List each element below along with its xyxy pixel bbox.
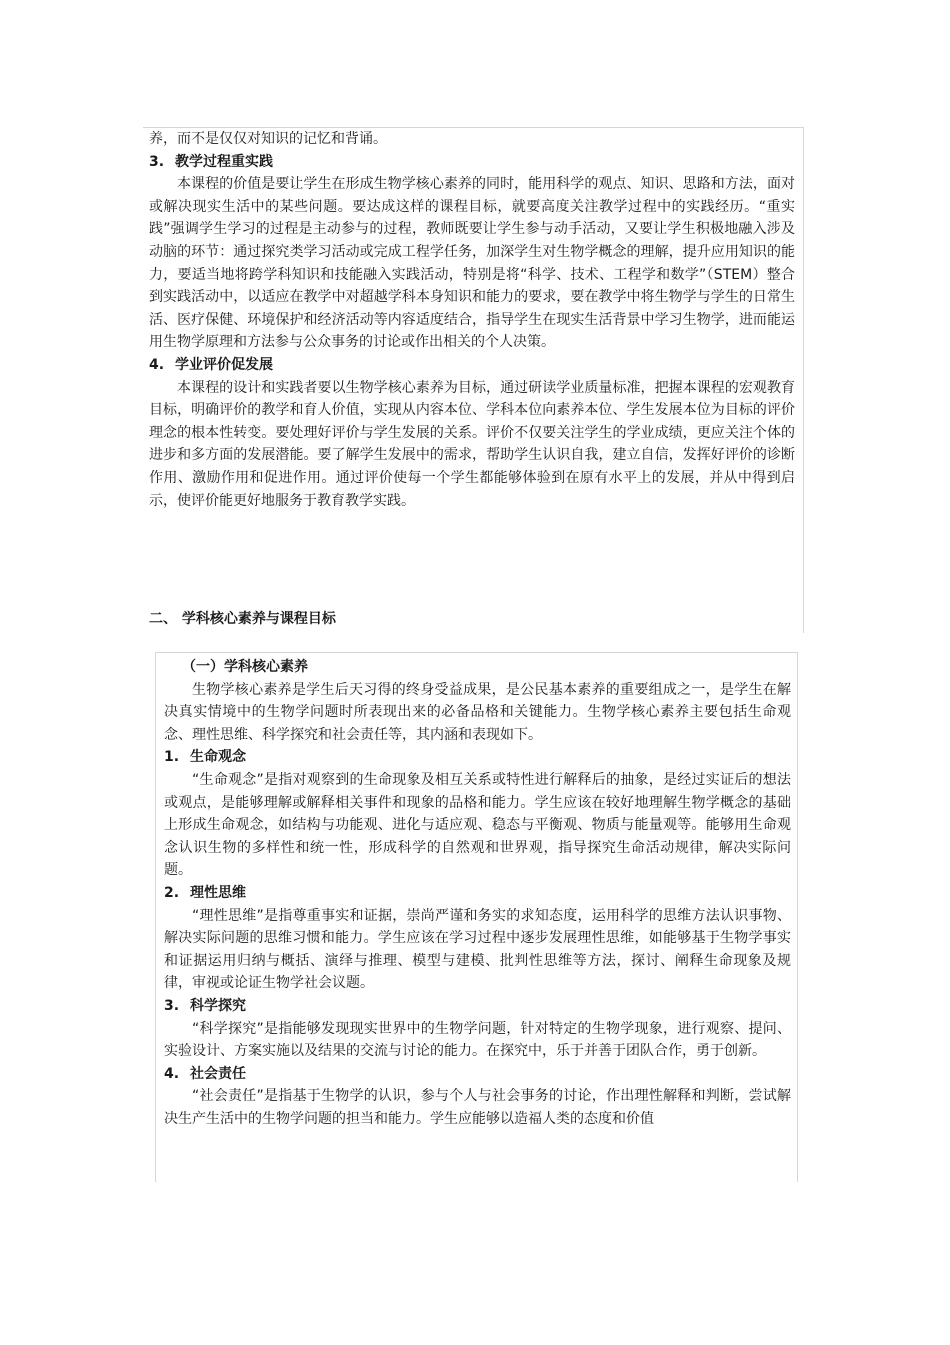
continuation-text: 养，而不是仅仅对知识的记忆和背诵。 <box>149 131 387 147</box>
literacy-1-number: 1. <box>164 749 180 766</box>
literacy-4-paragraph: “社会责任”是指基于生物学的认识，参与个人与社会事务的讨论，作出理性解释和判断，尝试解决生产生活中的生物学问题的担当和能力。学生应能够以造福人类的态度和价值 <box>164 1088 791 1127</box>
item-3-paragraph: 本课程的价值是要让学生在形成生物学核心素养的同时，能用科学的观点、知识、思路和方法，面对或解决现实生活中的某些问题。要达成这样的课程目标，就要高度关注教学过程中的实践经历。“重实践”强调学生学习的过程是主动参与的过程，教师既要让学生参与动手活动，又要让学生积极地融入涉及动脑的环节：通过探究类学习活动或完成工程学任务，加深学生对生物学概念的理解，提升应用知识的能力，要适当地将跨学科知识和技能融入实践活动，特别是将“科学、技术、工程学和数学”（STEM）整合到实践活动中，以适应在教学中对超越学科本身知识和能力的要求，要在教学中将生物学与学生的日常生活、医疗保健、环境保护和经济活动等内容适度结合，指导学生在现实生活背景中学习生物学，进而能运用生物学原理和方法参与公众事务的讨论或作出相关的个人决策。 <box>149 176 795 351</box>
literacy-3-title: 科学探究 <box>190 997 246 1014</box>
item-3-heading <box>149 151 795 174</box>
literacy-2-title: 理性思维 <box>190 884 246 901</box>
lower-page-excerpt <box>155 652 798 1182</box>
literacy-1-heading <box>164 746 791 769</box>
literacy-4-title: 社会责任 <box>190 1065 246 1082</box>
subsection-heading: （一）学科核心素养 <box>182 659 308 675</box>
literacy-2-heading <box>164 882 791 905</box>
item-4-paragraph: 本课程的设计和实践者要以生物学核心素养为目标，通过研读学业质量标准，把握本课程的宏观教育目标，明确评价的教学和育人价值，实现从内容本位、学科本位向素养本位、学生发展本位为目标的评价理念的根本性转变。要处理好评价与学生发展的关系。评价不仅要关注学生的学业成绩，更应关注个体的进步和多方面的发展潜能。要了解学生发展中的需求，帮助学生认识自我，建立自信，发挥好评价的诊断作用、激励作用和促进作用。通过评价使每一个学生都能够体验到在原有水平上的发展，并从中得到启示，使评价能更好地服务于教育教学实践。 <box>149 379 795 509</box>
upper-page-excerpt <box>143 127 804 633</box>
intro-paragraph: 生物学核心素养是学生后天习得的终身受益成果，是公民基本素养的重要组成之一，是学生在解决真实情境中的生物学问题时所表现出来的必备品格和关键能力。生物学核心素养主要包括生命观念、理性思维、科学探究和社会责任等，其内涵和表现如下。 <box>164 681 791 743</box>
literacy-1-paragraph: “生命观念”是指对观察到的生命现象及相互关系或特性进行解释后的抽象，是经过实证后的想法或观点，是能够理解或解释相关事件和现象的品格和能力。学生应该在较好地理解生物学概念的基础上形成生命观念，如结构与功能观、进化与适应观、稳态与平衡观、物质与能量观等。能够用生命观念认识生物的多样性和统一性，形成科学的自然观和世界观，指导探究生命活动规律，解决实际问题。 <box>164 771 791 879</box>
literacy-1-title: 生命观念 <box>190 749 246 766</box>
item-4-number: 4. <box>149 356 165 373</box>
item-4-title: 学业评价促发展 <box>175 356 273 373</box>
section-two-heading: 二、 学科核心素养与课程目标 <box>149 611 336 628</box>
literacy-3-paragraph: “科学探究”是指能够发现现实世界中的生物学问题，针对特定的生物学现象，进行观察、提问、实验设计、方案实施以及结果的交流与讨论的能力。在探究中，乐于并善于团队合作，勇于创新。 <box>164 1020 791 1060</box>
item-4-heading <box>149 354 795 377</box>
literacy-4-number: 4. <box>164 1065 180 1082</box>
literacy-3-heading <box>164 995 791 1018</box>
literacy-3-number: 3. <box>164 997 180 1014</box>
literacy-4-heading <box>164 1063 791 1086</box>
item-3-title: 教学过程重实践 <box>175 153 273 170</box>
literacy-2-number: 2. <box>164 884 180 901</box>
item-3-number: 3. <box>149 153 165 170</box>
literacy-2-paragraph: “理性思维”是指尊重事实和证据，崇尚严谨和务实的求知态度，运用科学的思维方法认识事物、解决实际问题的思维习惯和能力。学生应该在学习过程中逐步发展理性思维，如能够基于生物学事实和证据运用归纳与概括、演绎与推理、模型与建模、批判性思维等方法，探讨、阐释生命现象及规律，审视或论证生物学社会议题。 <box>164 907 791 992</box>
